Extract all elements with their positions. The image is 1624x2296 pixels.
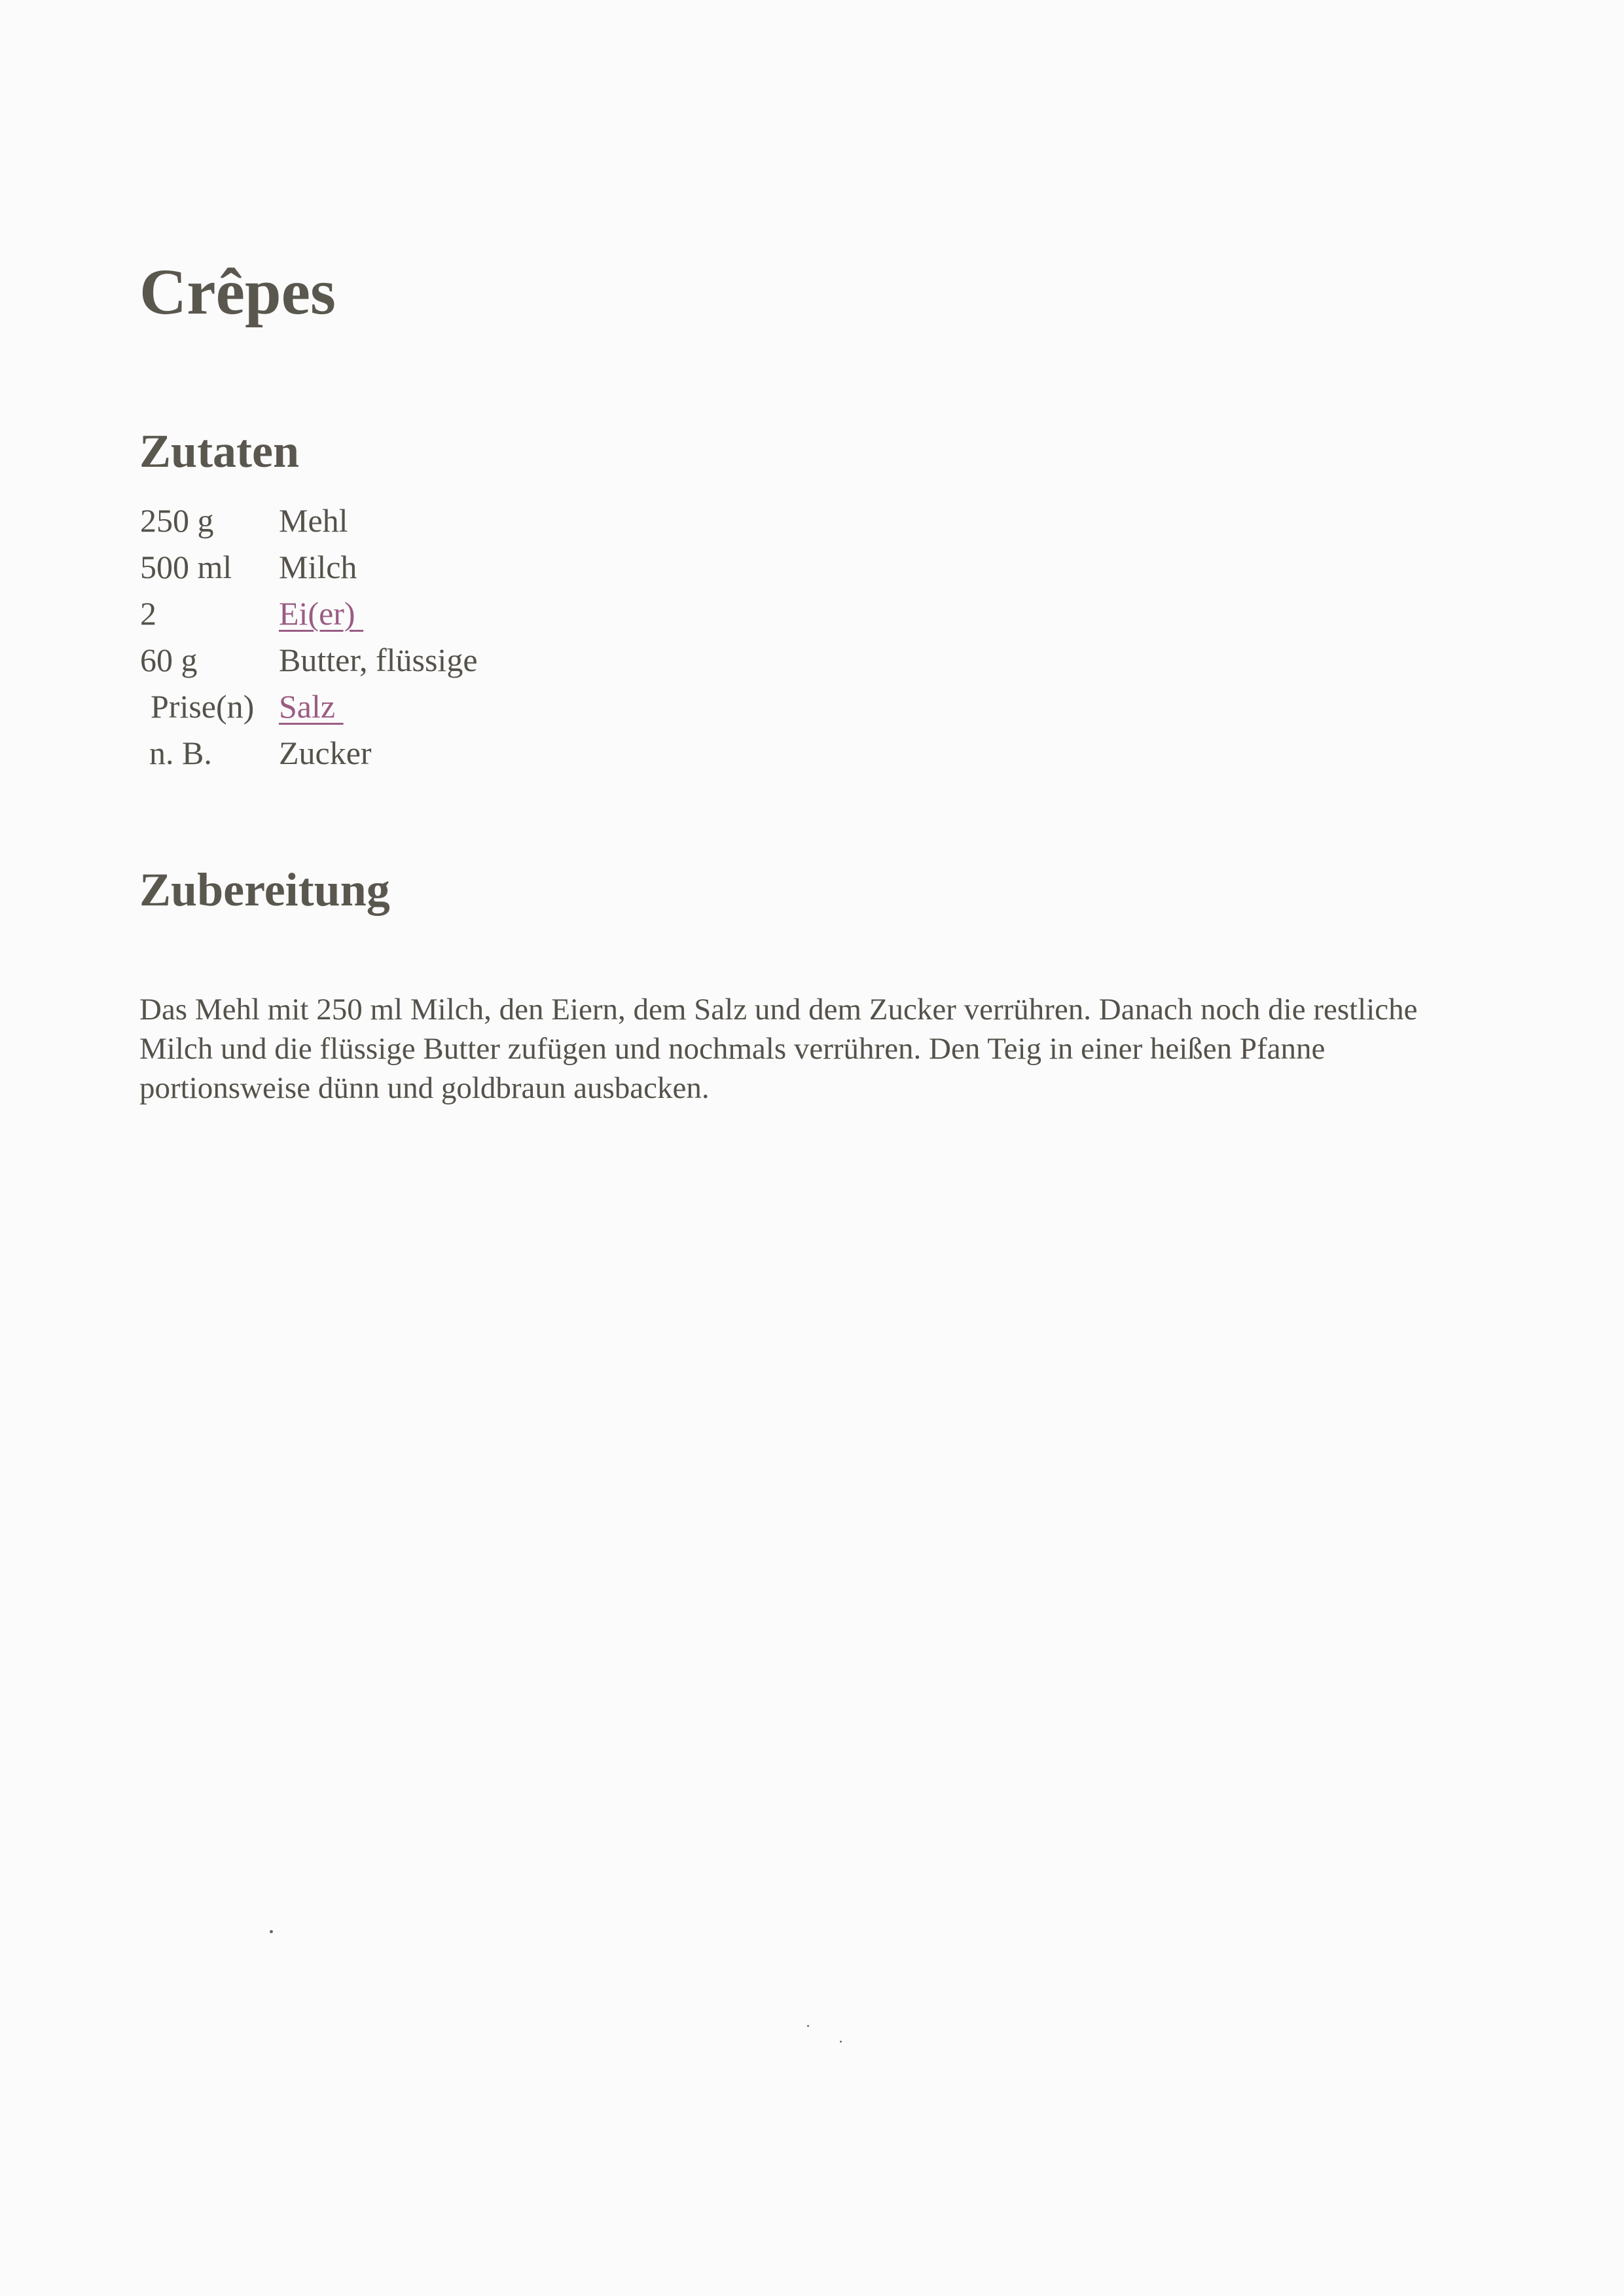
ingredient-row [140,591,478,637]
ingredient-row [140,683,478,730]
ingredient-amount: 500 ml [140,549,232,585]
ingredient-link-eier[interactable]: Ei(er) [279,595,355,632]
scan-speck [270,1930,273,1933]
ingredient-name: Milch [279,549,357,585]
ingredient-link-salz[interactable]: Salz [279,688,336,725]
ingredients-heading: Zutaten [139,425,300,477]
ingredient-row [140,544,478,591]
preparation-heading: Zubereitung [139,864,390,916]
ingredient-name: Mehl [279,502,348,539]
scan-speck [807,2025,809,2027]
ingredient-row [140,730,478,776]
preparation-text: Das Mehl mit 250 ml Milch, den Eiern, dem Salz und dem Zucker verrühren. Danach noch die restliche Milch und die flüssige Butter zufügen und nochmals verrühren. Den Teig in einer heißen Pfanne portionsweise dünn und goldbraun ausbacken. [139,993,1418,1105]
ingredient-amount: 250 g [140,502,214,539]
ingredients-table [140,498,478,776]
ingredient-amount: 60 g [140,642,198,678]
ingredient-row [140,498,478,544]
ingredient-name [279,591,478,637]
ingredient-name: Butter, flüssige [279,642,478,678]
scan-speck [840,2041,842,2043]
ingredient-amount: 2 [140,595,156,632]
recipe-title: Crêpes [139,255,336,328]
ingredient-name: Zucker [279,735,372,771]
ingredient-row [140,637,478,683]
ingredient-amount: n. B. [149,735,212,771]
ingredient-name [279,683,478,730]
ingredient-amount: Prise(n) [151,688,255,725]
